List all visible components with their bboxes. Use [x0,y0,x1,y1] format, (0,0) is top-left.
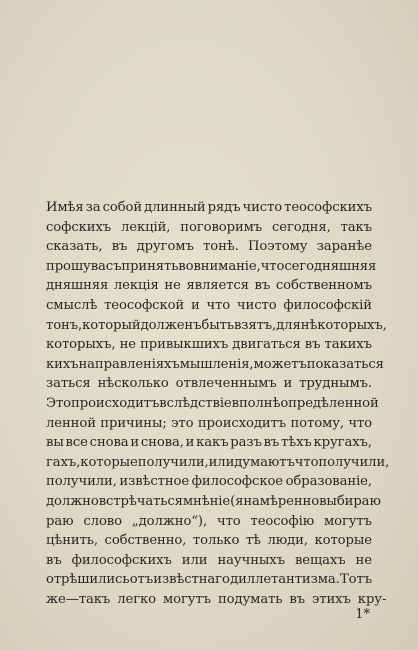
text-line: получили, извѣстное философское образованіе, [46,474,372,490]
text-line: тонъ, который долженъ быть взятъ, для нѣкоторыхъ, [46,317,387,333]
text-line: цѣнить, собственно, только тѣ люди, которые [46,533,372,549]
text-line: же—такъ легко могутъ подумать въ этихъ кру- [46,591,387,607]
text-line: кихъ направленіяхъ мышленія, можетъ показаться [46,356,384,372]
text-line: раю слово „должно“), что теософію могутъ [46,513,372,529]
text-line: ленной причины; это происходитъ потому, что [46,415,372,431]
text-line: вы все снова и снова, и какъ разъ въ тѣхъ кругахъ, [46,435,372,451]
text-line: въ философскихъ или научныхъ вещахъ не [46,552,372,568]
text-line: прошу васъ принять во вниманіе, что сегодняшняя [46,258,377,274]
paragraph [46,198,390,609]
text-line: Имѣя за собой длинный рядъ чисто теософскихъ [46,200,372,215]
text-line: Это происходитъ вслѣдствіе вполнѣ опредѣленной [46,395,379,411]
text-line: сказать, въ другомъ тонѣ. Поэтому заранѣе [46,239,372,255]
text-line: которыхъ, не привыкшихъ двигаться въ такихъ [46,337,372,353]
text-line: должно встрѣчаться мнѣніе (я намѣренно выбираю [46,493,381,509]
page-number: 1* [355,607,370,622]
text-line: смыслѣ теософской и что чисто философскій [46,297,372,313]
text-line: отрѣшились отъ извѣстнаго диллетантизма. Тотъ [46,572,372,588]
text-line: софскихъ лекцій, поговоримъ сегодня, такъ [46,219,372,235]
text-line: дняшняя лекція не является въ собственномъ [46,278,372,294]
text-line: гахъ, которые получили, или думаютъ что получили, [46,454,390,470]
text-line: заться нѣсколько отвлеченнымъ и труднымъ. [46,376,372,392]
